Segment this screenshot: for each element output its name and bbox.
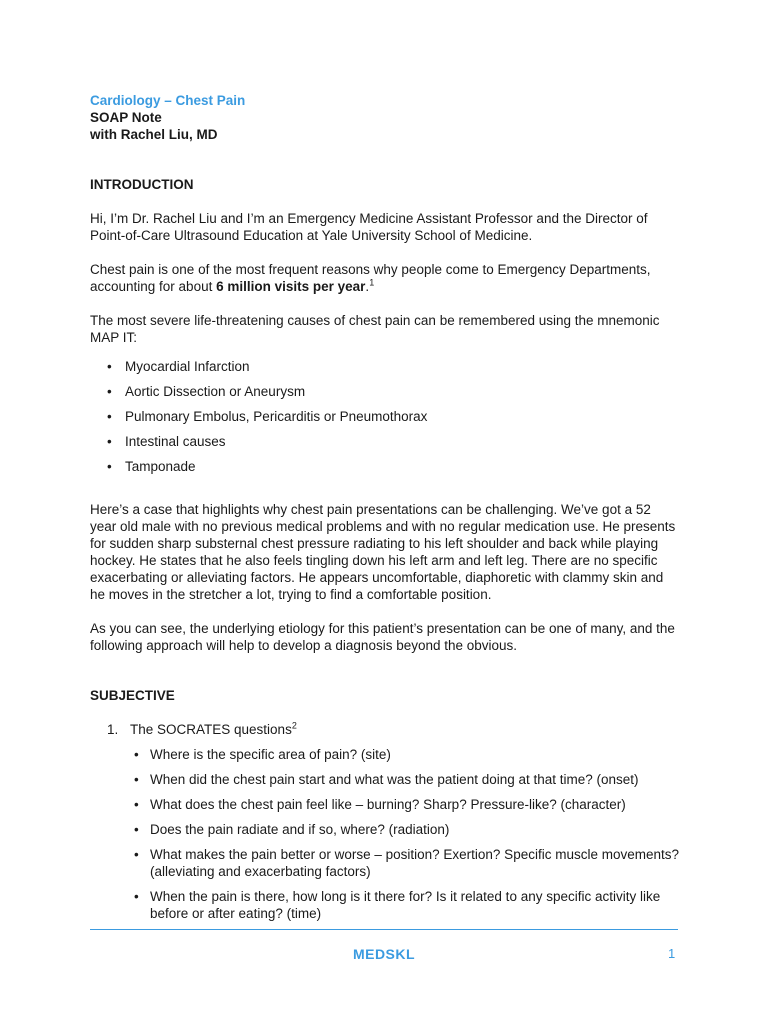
statistics-text-end: . — [365, 279, 370, 294]
approach-paragraph: As you can see, the underlying etiology for this patient’s presentation can be one of many, and the following approach will help to develop a diagnosis beyond the obvious. — [90, 621, 675, 653]
socrates-item — [90, 721, 680, 922]
mnemonic-item: • Intestinal causes — [90, 433, 680, 450]
socrates-question: • Does the pain radiate and if so, where? (radiation) — [130, 821, 680, 838]
footnote-ref-1: 1 — [369, 277, 375, 288]
mnemonic-list — [90, 358, 680, 475]
socrates-label: The SOCRATES questions — [130, 722, 292, 737]
statistics-text-start: Chest pain is one of the most frequent reasons why people come to Emergency Departments, accounting for about — [90, 262, 651, 294]
page-number: 1 — [668, 946, 676, 961]
intro-paragraph: Hi, I’m Dr. Rachel Liu and I’m an Emergency Medicine Assistant Professor and the Director of Point-of-Care Ultrasound Education at Yale University School of Medicine. — [90, 211, 648, 243]
socrates-question: • When did the chest pain start and what was the patient doing at that time? (onset) — [130, 771, 680, 788]
socrates-question: • What makes the pain better or worse – position? Exertion? Specific muscle movements? (alleviating and exacerbating factors) — [130, 846, 680, 880]
mnemonic-intro-paragraph: The most severe life-threatening causes of chest pain can be remembered using the mnemonic MAP IT: — [90, 313, 660, 345]
socrates-questions — [130, 746, 680, 922]
topic-title: Cardiology – Chest Pain — [90, 93, 246, 108]
case-paragraph: Here’s a case that highlights why chest pain presentations can be challenging. We’ve got a 52 year old male with no previous medical problems and with no regular medication use. He presents for sudden sharp substernal chest pressure radiating to his left shoulder and back while playing hockey. He states that he also feels tingling down his left arm and left leg. There are no specific exacerbating or alleviating factors. He appears uncomfortable, diaphoretic with clammy skin and he moves in the stretcher a lot, trying to find a comfortable position. — [90, 502, 676, 602]
mnemonic-item: • Aortic Dissection or Aneurysm — [90, 383, 680, 400]
document-header — [90, 92, 680, 143]
statistics-highlight: 6 million visits per year — [216, 279, 366, 294]
mnemonic-item: • Myocardial Infarction — [90, 358, 680, 375]
footer-brand-logo: MEDSKL — [352, 946, 416, 962]
document-body — [90, 92, 680, 930]
socrates-question: • What does the chest pain feel like – burning? Sharp? Pressure-like? (character) — [130, 796, 680, 813]
socrates-question: • When the pain is there, how long is it there for? Is it related to any specific activity like before or after eating? (time) — [130, 888, 680, 922]
footnote-ref-2: 2 — [291, 720, 297, 731]
document-type: SOAP Note — [90, 110, 162, 125]
subjective-list — [90, 721, 680, 922]
list-number: 1. — [107, 722, 119, 737]
statistics-paragraph — [90, 261, 680, 295]
mnemonic-item: • Pulmonary Embolus, Pericarditis or Pneumothorax — [90, 408, 680, 425]
subjective-heading: SUBJECTIVE — [90, 688, 175, 703]
mnemonic-item: • Tamponade — [90, 458, 680, 475]
footer-divider — [90, 929, 678, 930]
introduction-heading: INTRODUCTION — [90, 177, 194, 192]
author-line: with Rachel Liu, MD — [90, 127, 218, 142]
socrates-question: • Where is the specific area of pain? (site) — [130, 746, 680, 763]
